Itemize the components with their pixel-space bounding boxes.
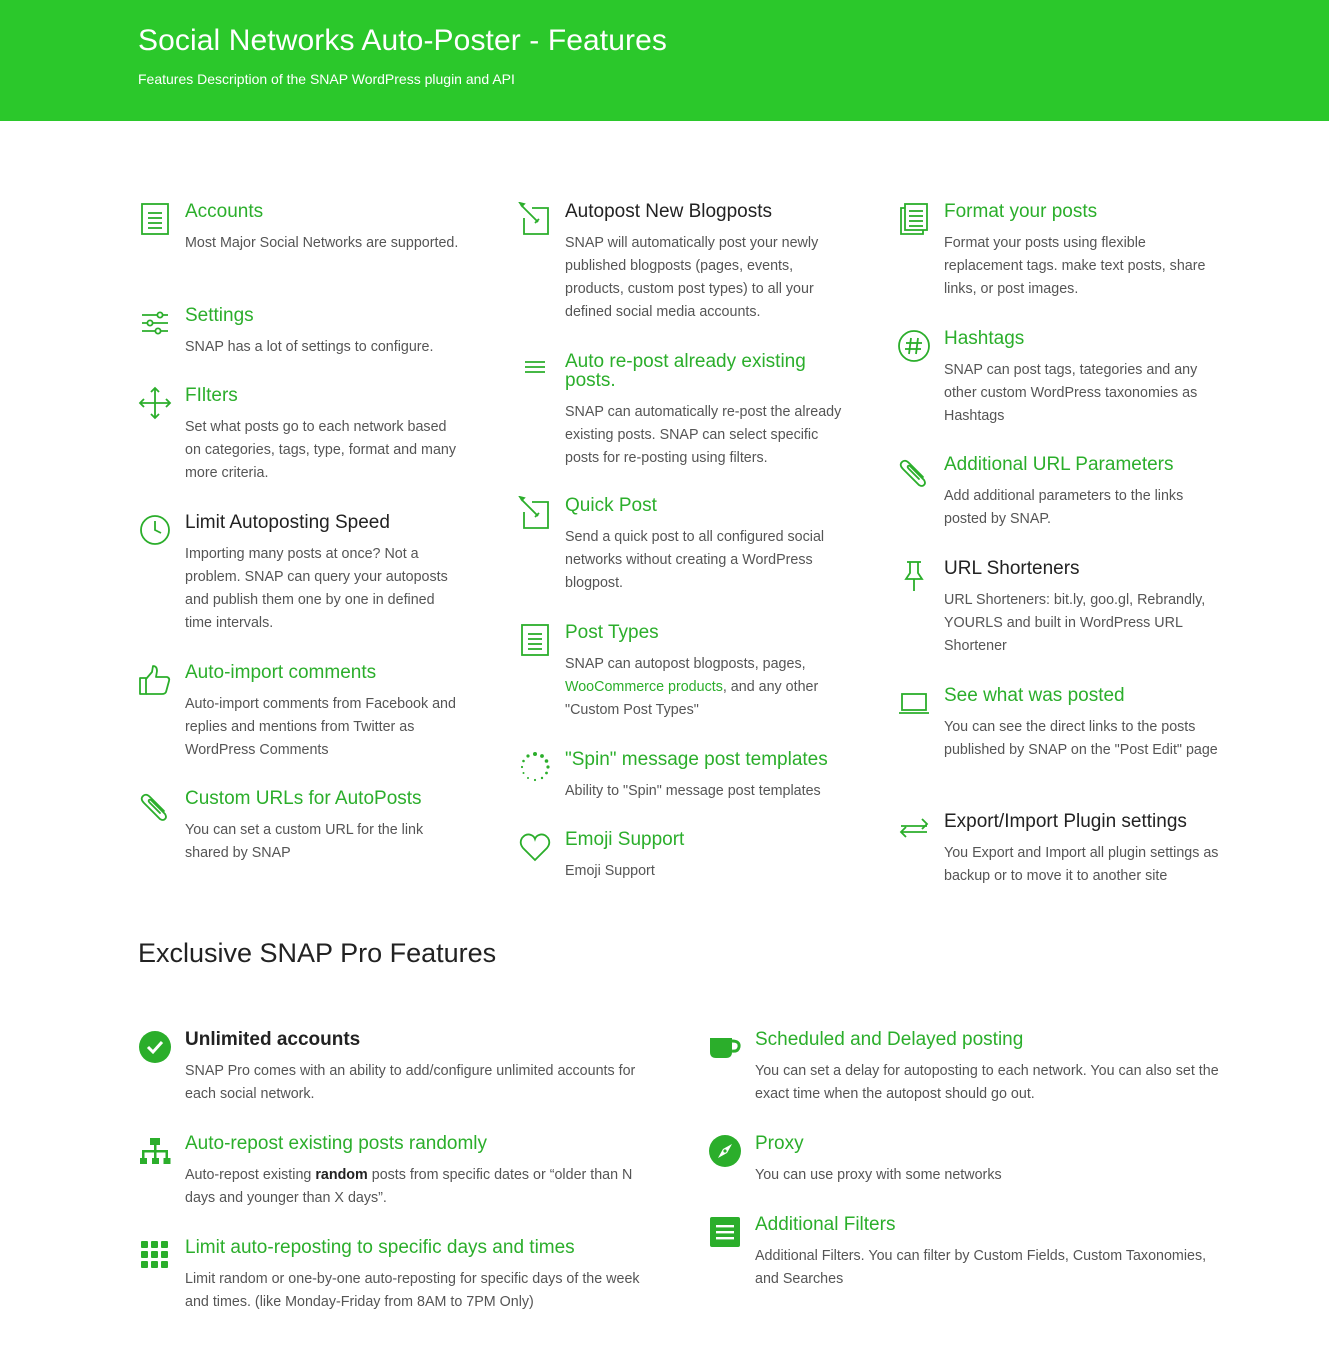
feature-desc: SNAP will automatically post your newly published blogposts (pages, events, products, custom post types) to all your defined social media accounts.: [565, 235, 819, 320]
feature-url-shorteners: [944, 559, 1224, 658]
feature-title[interactable]: Additional Filters: [755, 1214, 896, 1235]
feature-url-parameters: [944, 455, 1224, 531]
desc-text: , and any other "Custom Post Types": [565, 679, 819, 718]
feature-desc: Format your posts using flexible replacement tags. make text posts, share links, or post images.: [944, 235, 1206, 297]
feature-limit-speed: [185, 513, 465, 635]
feature-settings: [185, 306, 465, 359]
feature-title[interactable]: Additional URL Parameters: [944, 454, 1174, 475]
feature-title[interactable]: Format your posts: [944, 201, 1098, 222]
grid-icon: [138, 1238, 172, 1272]
feature-desc: Emoji Support: [565, 863, 655, 879]
feature-desc: You can see the direct links to the posts published by SNAP on the "Post Edit" page: [944, 719, 1218, 758]
sitemap-icon: [138, 1134, 172, 1168]
feature-desc: Importing many posts at once? Not a problem. SNAP can query your autoposts and publish them one by one in defined time intervals.: [185, 546, 448, 631]
feature-see-posted: [944, 686, 1224, 762]
feature-autopost-new: [565, 202, 843, 324]
feature-desc: You can set a delay for autoposting to each network. You can also set the exact time when the autopost should go out.: [755, 1063, 1219, 1102]
heart-icon: [518, 830, 552, 864]
feature-auto-import-comments: [185, 663, 465, 762]
feature-filters: [185, 386, 465, 485]
feature-title[interactable]: Post Types: [565, 622, 659, 643]
feature-desc: Set what posts go to each network based on categories, tags, type, format and many more criteria.: [185, 419, 456, 481]
feature-title[interactable]: FIlters: [185, 385, 238, 406]
menu-lines-icon: [518, 352, 552, 386]
feature-title[interactable]: Auto-repost existing posts randomly: [185, 1133, 488, 1154]
documents-icon: [897, 202, 931, 236]
feature-desc: Send a quick post to all configured social networks without creating a WordPress blogpost.: [565, 529, 825, 591]
feature-title[interactable]: Accounts: [185, 201, 264, 222]
pro-feature-additional-filters: [755, 1215, 1225, 1291]
laptop-icon: [897, 686, 931, 720]
move-arrows-icon: [138, 386, 172, 420]
feature-desc: SNAP has a lot of settings to configure.: [185, 339, 434, 355]
feature-auto-repost: [565, 352, 843, 470]
document-icon: [518, 623, 552, 657]
feature-desc: SNAP can post tags, tategories and any other custom WordPress taxonomies as Hashtags: [944, 362, 1198, 424]
spinner-icon: [518, 750, 552, 784]
feature-desc: Limit random or one-by-one auto-reposting for specific days of the week and times. (like Monday-Friday from 8AM to 7PM Only): [185, 1271, 640, 1310]
feature-export-import: [944, 812, 1224, 888]
feature-desc: You Export and Import all plugin settings as backup or to move it to another site: [944, 845, 1219, 884]
feature-desc: SNAP can automatically re-post the already existing posts. SNAP can select specific posts for re-posting using filters.: [565, 404, 842, 466]
feature-desc: Auto-import comments from Facebook and replies and mentions from Twitter as WordPress Comments: [185, 696, 456, 758]
clock-icon: [138, 513, 172, 547]
desc-text: posts from specific dates or “older than N days and younger than X days”.: [185, 1167, 633, 1206]
feature-title[interactable]: Settings: [185, 305, 254, 326]
feature-format-posts: [944, 202, 1224, 301]
feature-title: Autopost New Blogposts: [565, 201, 773, 222]
pro-feature-unlimited-accounts: [185, 1030, 645, 1106]
desc-emphasis: random: [315, 1167, 368, 1183]
feature-title: Export/Import Plugin settings: [944, 811, 1187, 832]
feature-desc: [565, 653, 843, 722]
feature-custom-urls: [185, 789, 465, 865]
feature-desc: Ability to "Spin" message post templates: [565, 783, 821, 799]
feature-title[interactable]: Emoji Support: [565, 829, 685, 850]
pin-icon: [897, 559, 931, 593]
feature-desc: URL Shorteners: bit.ly, goo.gl, Rebrandly, YOURLS and built in WordPress URL Shortener: [944, 592, 1206, 654]
paperclip-icon: [138, 789, 172, 823]
feature-title[interactable]: Hashtags: [944, 328, 1025, 349]
feature-desc: Additional Filters. You can filter by Custom Fields, Custom Taxonomies, and Searches: [755, 1248, 1207, 1287]
page-title: Social Networks Auto-Poster - Features: [138, 24, 668, 57]
thumbs-up-icon: [138, 663, 172, 697]
feature-title: Unlimited accounts: [185, 1029, 361, 1050]
hashtag-icon: [897, 329, 931, 363]
check-circle-icon: [138, 1030, 172, 1064]
pro-section-heading: Exclusive SNAP Pro Features: [138, 938, 497, 968]
woocommerce-link[interactable]: WooCommerce products: [565, 679, 723, 695]
feature-title[interactable]: See what was posted: [944, 685, 1125, 706]
feature-emoji: [565, 830, 843, 883]
pro-feature-proxy: [755, 1134, 1225, 1187]
feature-spin-templates: [565, 750, 843, 803]
feature-title[interactable]: Auto-import comments: [185, 662, 377, 683]
feature-title[interactable]: Scheduled and Delayed posting: [755, 1029, 1024, 1050]
feature-title[interactable]: Proxy: [755, 1133, 804, 1154]
feature-desc: [185, 1164, 645, 1210]
feature-title[interactable]: "Spin" message post templates: [565, 749, 828, 770]
feature-hashtags: [944, 329, 1224, 428]
feature-title: URL Shorteners: [944, 558, 1080, 579]
feature-title[interactable]: Auto re-post already existing posts.: [565, 351, 806, 391]
feature-desc: SNAP Pro comes with an ability to add/configure unlimited accounts for each social network.: [185, 1063, 636, 1102]
feature-desc: Add additional parameters to the links posted by SNAP.: [944, 488, 1184, 527]
page-subtitle: Features Description of the SNAP WordPress plugin and API: [138, 71, 515, 87]
edit-icon: [518, 202, 552, 236]
page-header: [0, 0, 1329, 121]
compass-icon: [708, 1134, 742, 1168]
pro-feature-limit-days: [185, 1238, 645, 1314]
feature-desc: Most Major Social Networks are supported.: [185, 235, 459, 251]
sliders-icon: [138, 306, 172, 340]
feature-title[interactable]: Limit auto-reposting to specific days and times: [185, 1237, 575, 1258]
feature-accounts: [185, 202, 465, 255]
feature-desc: You can use proxy with some networks: [755, 1167, 1002, 1183]
swap-arrows-icon: [897, 812, 931, 846]
feature-desc: You can set a custom URL for the link shared by SNAP: [185, 822, 424, 861]
list-box-icon: [708, 1215, 742, 1249]
feature-title: Limit Autoposting Speed: [185, 512, 390, 533]
feature-quick-post: [565, 496, 843, 595]
edit-icon: [518, 496, 552, 530]
feature-post-types: [565, 623, 843, 722]
document-icon: [138, 202, 172, 236]
paperclip-icon: [897, 455, 931, 489]
coffee-cup-icon: [708, 1030, 742, 1064]
feature-title[interactable]: Quick Post: [565, 495, 657, 516]
pro-feature-auto-repost-random: [185, 1134, 645, 1210]
desc-text: Auto-repost existing: [185, 1167, 316, 1183]
desc-text: SNAP can autopost blogposts, pages,: [565, 656, 806, 672]
pro-feature-scheduled: [755, 1030, 1225, 1106]
feature-title[interactable]: Custom URLs for AutoPosts: [185, 788, 422, 809]
